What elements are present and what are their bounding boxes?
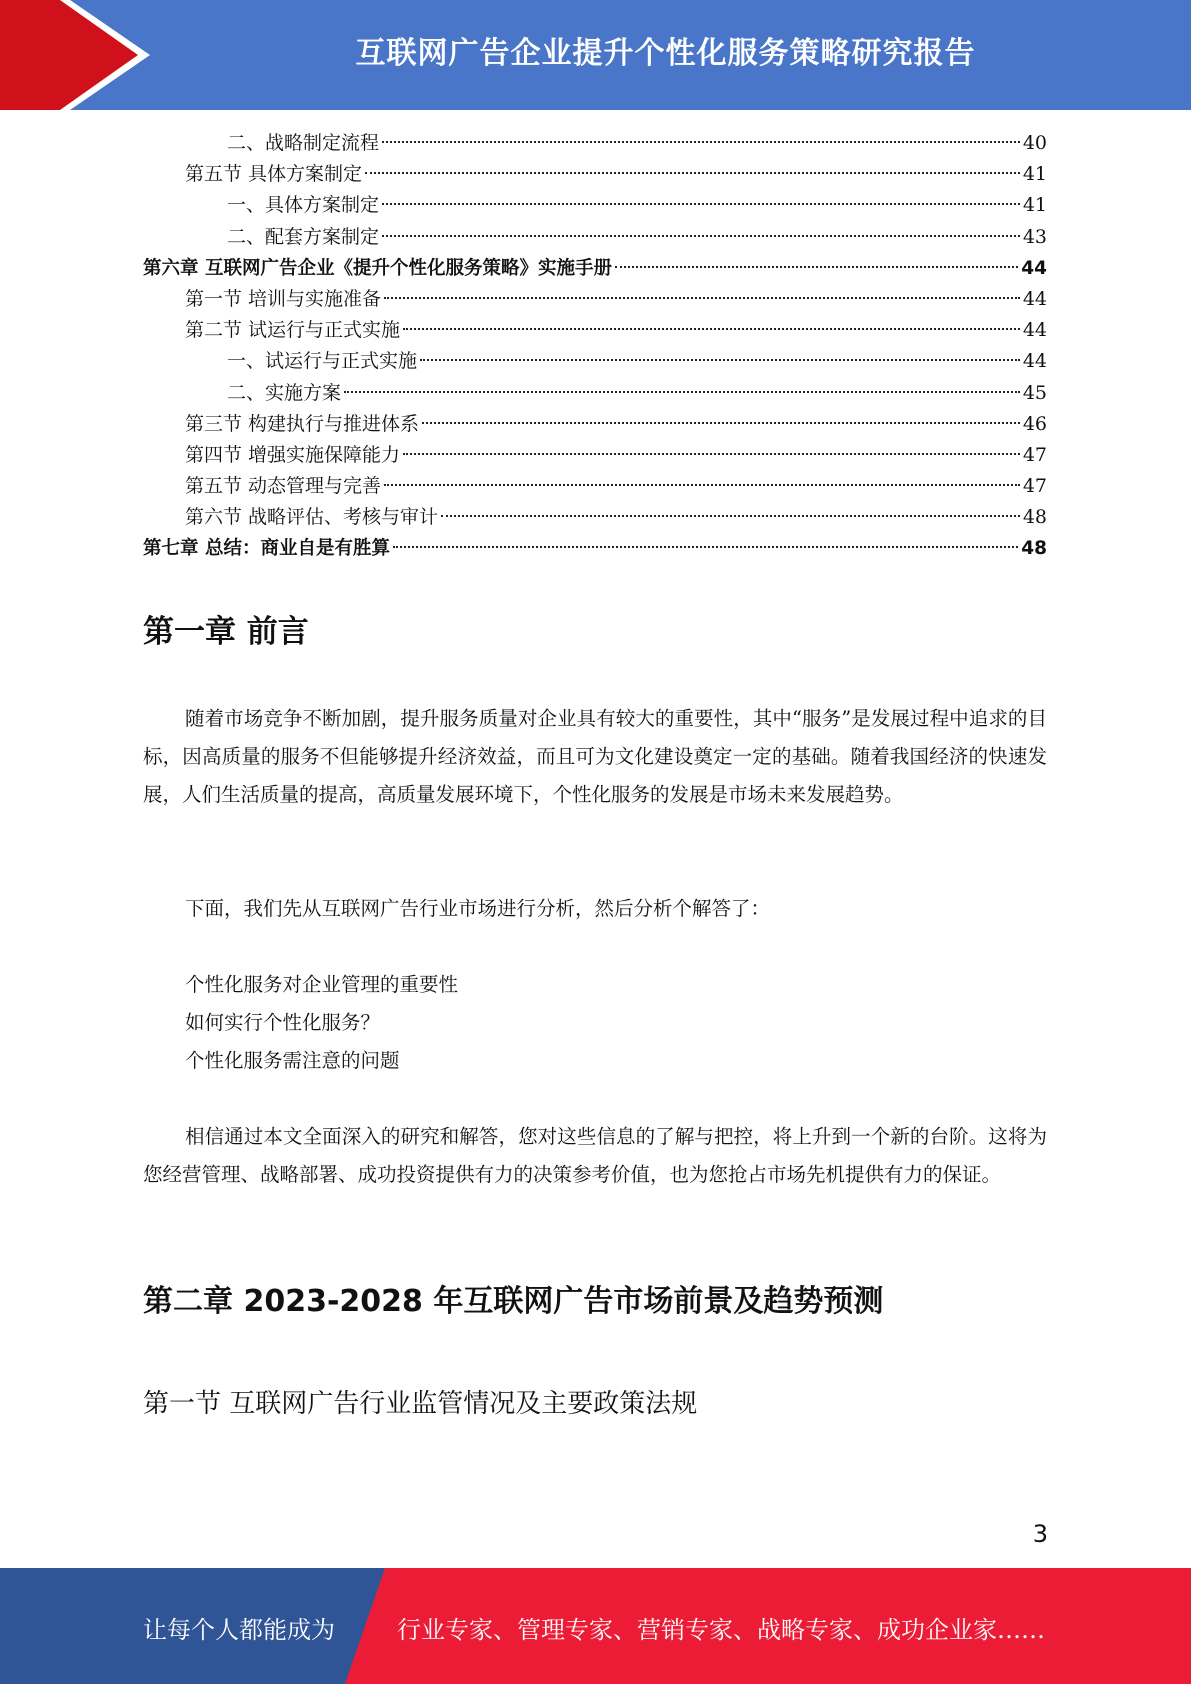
toc-entry-text: 第一节 培训与实施准备 (185, 287, 382, 310)
toc-chapter-entry[interactable] (143, 533, 1047, 564)
toc-page-number: 43 (1022, 225, 1047, 248)
toc-leader-dots (382, 141, 1020, 143)
toc-leader-dots (382, 235, 1020, 237)
toc-entry-text: 二、战略制定流程 (227, 132, 380, 154)
toc-entry-text: 第五节 动态管理与完善 (185, 475, 382, 498)
list-item: 个性化服务需注意的问题 (185, 1049, 400, 1072)
toc-entry[interactable] (143, 409, 1047, 440)
toc-entry-text: 二、配套方案制定 (227, 225, 380, 248)
toc-page-number: 41 (1022, 163, 1047, 186)
toc-entry-text: 第四节 增强实施保障能力 (185, 443, 401, 466)
toc-leader-dots (441, 515, 1020, 517)
toc-page-number: 48 (1021, 538, 1047, 560)
toc-entry-text: 一、试运行与正式实施 (227, 350, 418, 373)
toc-page-number: 45 (1022, 381, 1047, 404)
toc-leader-dots (615, 266, 1018, 268)
toc-entry-text: 第三节 构建执行与推进体系 (185, 412, 420, 435)
toc-entry-text: 第五节 具体方案制定 (185, 163, 363, 186)
toc-entry[interactable] (143, 159, 1047, 190)
toc-leader-dots (365, 172, 1020, 174)
toc-leader-dots (393, 546, 1018, 548)
toc-entry[interactable] (143, 471, 1047, 502)
page-number: 3 (1032, 1520, 1048, 1548)
body-paragraph: 相信通过本文全面深入的研究和解答，您对这些信息的了解与把控，将上升到一个新的台阶。这将为您经营管理、战略部署、成功投资提供有力的决策参考价值，也为您抢占市场先机提供有力的保证。 (143, 1125, 1047, 1186)
toc-entry-text: 一、具体方案制定 (227, 194, 380, 217)
toc-page-number: 44 (1022, 350, 1047, 373)
body-paragraph: 下面，我们先从互联网广告行业市场进行分析，然后分析个解答了： (185, 897, 771, 920)
toc-page-number: 46 (1022, 412, 1047, 435)
toc-entry-text: 第六节 战略评估、考核与审计 (185, 506, 439, 529)
toc-entry[interactable] (143, 440, 1047, 471)
toc-entry[interactable] (143, 502, 1047, 533)
toc-leader-dots (422, 422, 1020, 424)
list-item: 如何实行个性化服务？ (185, 1011, 381, 1034)
toc-leader-dots (382, 203, 1020, 205)
toc-entry[interactable] (143, 315, 1047, 346)
toc-page-number: 40 (1022, 132, 1047, 154)
footer-slogan: 让每个人都能成为 (143, 1616, 335, 1644)
header-bar (0, 0, 1191, 110)
chapter-heading: 第一章 前言 (143, 614, 309, 650)
footer-roles: 行业专家、管理专家、营销专家、战略专家、成功企业家…… (397, 1616, 1045, 1644)
toc-page-number: 47 (1022, 475, 1047, 498)
toc-leader-dots (384, 484, 1020, 486)
toc-entry-text: 第二节 试运行与正式实施 (185, 319, 401, 342)
toc-entry-text: 第七章 总结：商业自是有胜算 (143, 538, 390, 560)
section-heading: 第一节 互联网广告行业监管情况及主要政策法规 (143, 1389, 698, 1419)
toc-entry[interactable] (143, 128, 1047, 159)
report-title: 互联网广告企业提升个性化服务策略研究报告 (355, 36, 976, 71)
list-item: 个性化服务对企业管理的重要性 (185, 973, 459, 996)
toc-chapter-entry[interactable] (143, 253, 1047, 284)
question-list (185, 966, 458, 1080)
toc-entry[interactable] (143, 284, 1047, 315)
toc-entry[interactable] (143, 346, 1047, 377)
toc-leader-dots (403, 453, 1020, 455)
header-chevron-decoration (0, 0, 160, 110)
toc-page-number: 47 (1022, 443, 1047, 466)
toc-leader-dots (420, 359, 1020, 361)
toc-entry-text: 二、实施方案 (227, 381, 342, 404)
toc-entry[interactable] (143, 190, 1047, 221)
toc-page-number: 41 (1022, 194, 1047, 217)
toc-page-number: 48 (1022, 506, 1047, 529)
toc-entry-text: 第六章 互联网广告企业《提升个性化服务策略》实施手册 (143, 257, 612, 279)
toc-leader-dots (403, 328, 1020, 330)
toc-page-number: 44 (1022, 287, 1047, 310)
toc-page-number: 44 (1022, 319, 1047, 342)
body-paragraph: 随着市场竞争不断加剧，提升服务质量对企业具有较大的重要性，其中“服务”是发展过程中追求的目标，因高质量的服务不但能够提升经济效益，而且可为文化建设奠定一定的基础。随着我国经济的快速发展，人们生活质量的提高，高质量发展环境下，个性化服务的发展是市场未来发展趋势。 (143, 707, 1047, 806)
toc-entry[interactable] (143, 222, 1047, 253)
chapter-heading: 第二章 2023-2028 年互联网广告市场前景及趋势预测 (143, 1284, 884, 1319)
toc-entry[interactable] (143, 378, 1047, 409)
toc-page-number: 44 (1021, 257, 1047, 279)
toc-leader-dots (384, 297, 1020, 299)
footer-banner (0, 1568, 1191, 1684)
toc-leader-dots (344, 391, 1020, 393)
table-of-contents (143, 128, 1047, 565)
